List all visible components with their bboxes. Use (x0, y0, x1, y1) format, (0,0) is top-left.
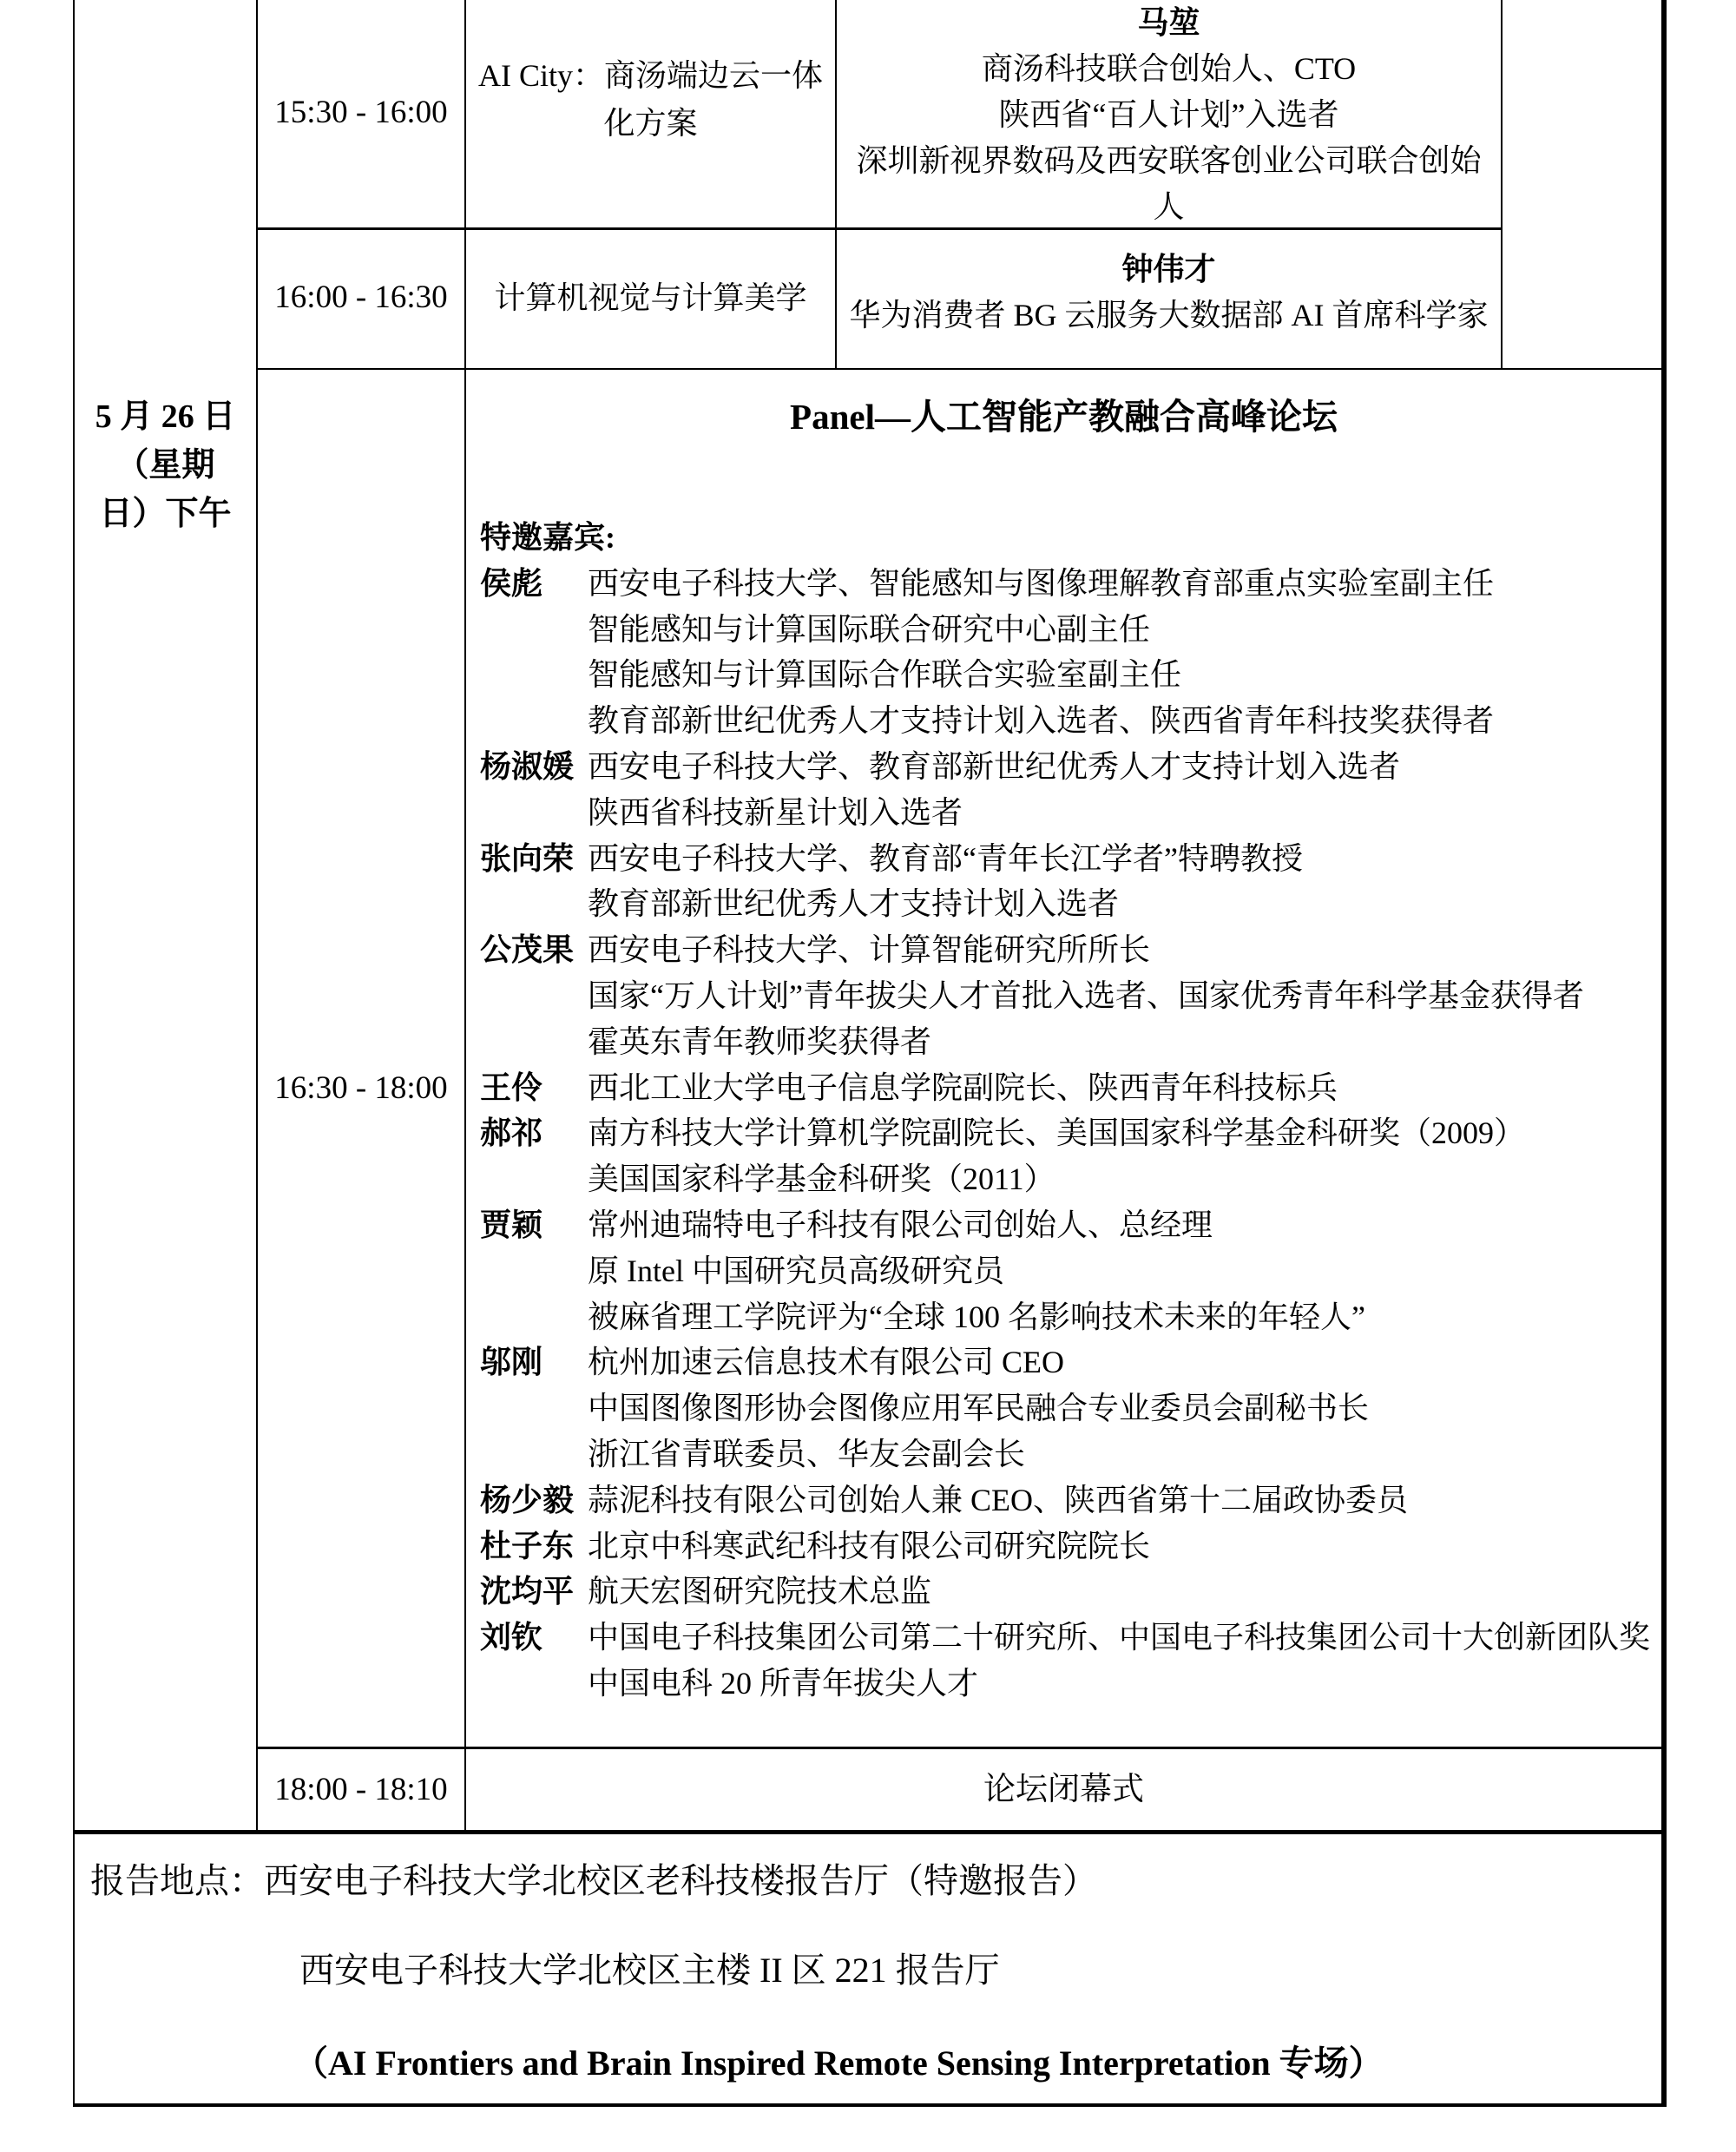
guest-name: 贾颖 (480, 1207, 543, 1242)
table-gridline (256, 368, 1667, 370)
guest-desc-line: 陕西省科技新星计划入选者 (588, 794, 963, 830)
guest-row (480, 744, 1650, 836)
guest-name: 侯彪 (480, 565, 543, 601)
guest-desc-line: 南方科技大学计算机学院副院长、美国国家科学基金科研奖（2009） (588, 1115, 1526, 1151)
guest-name: 张向荣 (480, 840, 575, 876)
closing-ceremony-cell: 论坛闭幕式 (983, 1772, 1144, 1807)
table-gridline (256, 0, 258, 1832)
guest-desc-line: 航天宏图研究院技术总监 (588, 1574, 932, 1609)
time-cell-1800: 18:00 - 18:10 (274, 1772, 448, 1807)
table-gridline (1501, 0, 1503, 370)
guest-desc-line: 美国国家科学基金科研奖（2011） (588, 1162, 1055, 1197)
guest-desc-line: 西安电子科技大学、教育部新世纪优秀人才支持计划入选者 (588, 748, 1401, 784)
guest-name: 沈均平 (480, 1574, 575, 1609)
guest-row (480, 1110, 1650, 1202)
speaker-name: 马堃 (1137, 5, 1200, 40)
guest-desc-line: 教育部新世纪优秀人才支持计划入选者、陕西省青年科技奖获得者 (588, 703, 1495, 739)
guest-row (480, 1477, 1650, 1524)
time-cell-1630: 16:30 - 18:00 (274, 1070, 448, 1106)
guest-desc-line: 智能感知与计算国际联合研究中心副主任 (588, 611, 1151, 647)
footer-line-1: 报告地点：西安电子科技大学北校区老科技楼报告厅（特邀报告） (90, 1861, 1097, 1900)
guest-desc-line: 浙江省青联委员、华友会副会长 (588, 1436, 1026, 1471)
time-cell-1530: 15:30 - 16:00 (274, 95, 448, 130)
guest-desc-line: 国家“万人计划”青年拔尖人才首批入选者、国家优秀青年科学基金获得者 (588, 977, 1584, 1013)
date-line: 5 月 26 日 (95, 398, 236, 435)
guests-label: 特邀嘉宾: (480, 520, 615, 555)
guest-row (480, 1065, 1650, 1111)
speaker-cell-1 (837, 0, 1501, 230)
speaker-cell-2 (837, 247, 1501, 339)
guest-name: 公茂果 (480, 932, 575, 968)
table-gridline (256, 1747, 1667, 1749)
guest-row (480, 1339, 1650, 1477)
guest-desc-line: 西北工业大学电子信息学院副院长、陕西青年科技标兵 (588, 1069, 1338, 1105)
guest-desc-line: 智能感知与计算国际合作联合实验室副主任 (588, 657, 1182, 693)
guest-name: 刘钦 (480, 1620, 543, 1655)
footer-line-2: 西安电子科技大学北校区主楼 II 区 221 报告厅 (299, 1951, 1000, 1990)
date-cell (75, 392, 256, 538)
session-title-line: 化方案 (603, 106, 698, 141)
guest-name: 邬刚 (480, 1345, 543, 1380)
guest-desc-line: 西安电子科技大学、计算智能研究所所长 (588, 932, 1151, 968)
footer-line-3: （AI Frontiers and Brain Inspired Remote Sensing Interpretation 专场） (293, 2043, 1384, 2083)
guest-desc-line: 被麻省理工学院评为“全球 100 名影响技术未来的年轻人” (588, 1299, 1365, 1334)
guest-desc-line: 西安电子科技大学、教育部“青年长江学者”特聘教授 (588, 840, 1303, 876)
speaker-info-line: 华为消费者 BG 云服务大数据部 AI 首席科学家 (849, 298, 1489, 332)
table-gridline (73, 0, 75, 2107)
speaker-info-line: 陕西省“百人计划”入选者 (998, 97, 1339, 132)
speaker-info-line: 深圳新视界数码及西安联客创业公司联合创始 (856, 143, 1482, 178)
guest-desc-line: 西安电子科技大学、智能感知与图像理解教育部重点实验室副主任 (588, 565, 1495, 601)
guest-desc-line: 教育部新世纪优秀人才支持计划入选者 (588, 886, 1120, 922)
guest-desc-line: 杭州加速云信息技术有限公司 CEO (588, 1345, 1065, 1380)
session-title-line: 计算机视觉与计算美学 (494, 280, 807, 315)
guest-row (480, 836, 1650, 928)
guest-desc-line: 北京中科寒武纪科技有限公司研究院院长 (588, 1528, 1151, 1563)
guest-row (480, 927, 1650, 1064)
table-gridline (1661, 0, 1667, 2107)
guest-name: 王伶 (480, 1069, 543, 1105)
guest-desc-line: 中国图像图形协会图像应用军民融合专业委员会副秘书长 (588, 1391, 1370, 1426)
guest-desc-line: 霍英东青年教师奖获得者 (588, 1023, 932, 1059)
speaker-info-line: 人 (1153, 189, 1185, 224)
guest-row (480, 1569, 1650, 1615)
session-title-cell-2 (466, 274, 835, 322)
speaker-info-line: 商汤科技联合创始人、CTO (981, 51, 1357, 86)
guest-desc-line: 常州迪瑞特电子科技有限公司创始人、总经理 (588, 1207, 1213, 1242)
guest-row (480, 1615, 1650, 1707)
guest-desc-line: 原 Intel 中国研究员高级研究员 (588, 1253, 1004, 1288)
guest-row (480, 1202, 1650, 1339)
session-title-cell-1 (466, 52, 835, 148)
table-gridline (73, 2103, 1667, 2107)
session-title-line: AI City：商汤端边云一体 (477, 58, 823, 93)
date-line: 日）下午 (99, 496, 232, 532)
table-gridline (73, 1830, 1667, 1834)
guest-row (480, 1524, 1650, 1570)
panel-guest-list (480, 515, 1650, 1707)
guest-name: 杨淑媛 (480, 748, 575, 784)
panel-title: Panel—人工智能产教融合高峰论坛 (790, 397, 1338, 437)
guest-desc-line: 中国电科 20 所青年拔尖人才 (588, 1665, 979, 1701)
guest-desc-line: 蒜泥科技有限公司创始人兼 CEO、陕西省第十二届政协委员 (588, 1482, 1409, 1517)
speaker-name: 钟伟才 (1121, 252, 1216, 286)
guest-row (480, 561, 1650, 744)
date-line: （星期 (115, 447, 215, 484)
guest-name: 郝祁 (480, 1115, 543, 1151)
guest-name: 杨少毅 (480, 1482, 575, 1517)
guest-desc-line: 中国电子科技集团公司第二十研究所、中国电子科技集团公司十大创新团队奖 (588, 1620, 1651, 1655)
time-cell-1600: 16:00 - 16:30 (274, 280, 448, 315)
guest-name: 杜子东 (480, 1528, 575, 1563)
